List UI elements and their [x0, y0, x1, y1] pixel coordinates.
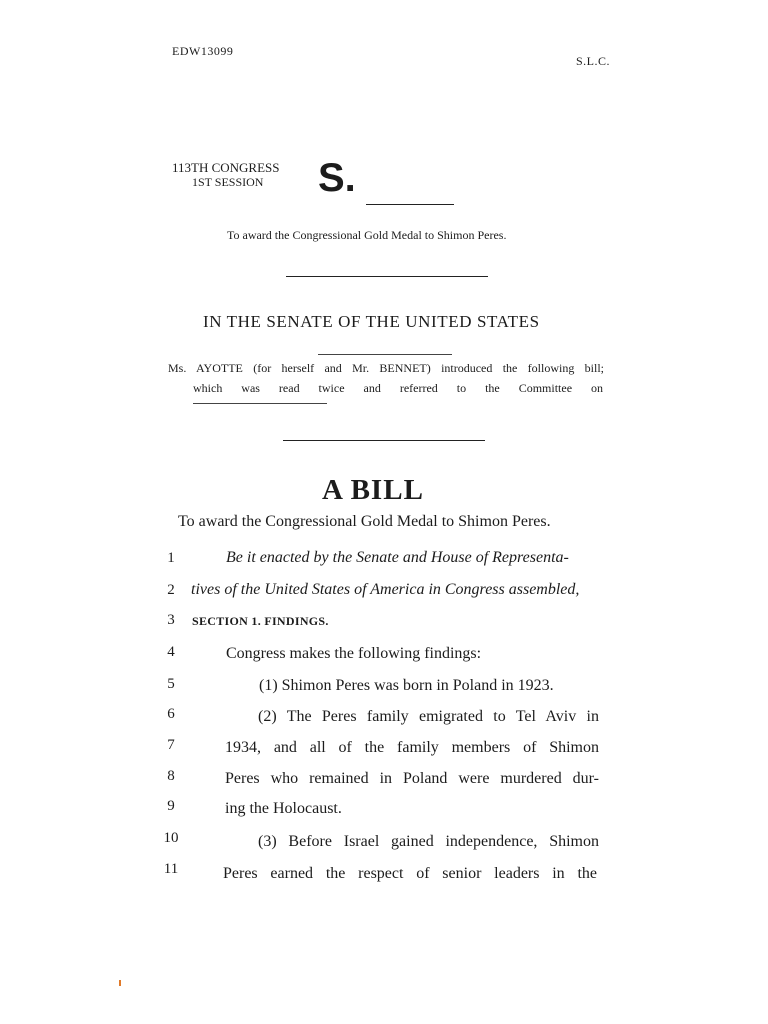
senate-heading: IN THE SENATE OF THE UNITED STATES [203, 312, 540, 331]
bill-number-blank [366, 204, 454, 205]
line-number: 11 [163, 861, 179, 877]
bill-subtitle: To award the Congressional Gold Medal to Shimon Peres. [178, 513, 551, 530]
session-number: 1ST SESSION [192, 175, 264, 189]
short-title: To award the Congressional Gold Medal to Shimon Peres. [227, 228, 507, 242]
divider-rule [286, 276, 488, 277]
line-number: 7 [167, 737, 175, 753]
enacting-clause-line: tives of the United States of America in Congress assembled, [191, 581, 580, 598]
divider-rule [318, 354, 452, 355]
enacting-clause-line: Be it enacted by the Senate and House of Representa- [226, 549, 569, 566]
bill-text-line: (3) Before Israel gained independence, Shimon [258, 833, 599, 850]
line-number: 2 [167, 582, 175, 598]
bill-text-line: (1) Shimon Peres was born in Poland in 1923. [259, 677, 554, 694]
line-number: 8 [167, 768, 175, 784]
line-number: 9 [167, 798, 175, 814]
bill-text-line: ing the Holocaust. [225, 800, 342, 817]
committee-blank [193, 403, 327, 404]
bill-text-line: 1934, and all of the family members of Shimon [225, 739, 599, 756]
bill-text-line: Congress makes the following findings: [226, 645, 482, 662]
slc-label: S.L.C. [576, 54, 611, 68]
introduction-line-1: Ms. AYOTTE (for herself and Mr. BENNET) introduced the following bill; [168, 361, 604, 375]
scan-artifact-mark [119, 980, 121, 986]
bill-text-line: Peres who remained in Poland were murdered dur- [225, 770, 599, 787]
line-number: 1 [167, 550, 175, 566]
introduction-line-2: which was read twice and referred to the Committee on [193, 381, 603, 395]
bill-text-line: (2) The Peres family emigrated to Tel Aviv in [258, 708, 599, 725]
line-number: 5 [167, 676, 175, 692]
divider-rule [283, 440, 485, 441]
section-heading: SECTION 1. FINDINGS. [192, 614, 329, 628]
congress-number: 113TH CONGRESS [172, 160, 280, 175]
bill-heading: A BILL [322, 474, 424, 506]
line-number: 10 [163, 830, 179, 846]
line-number: 6 [167, 706, 175, 722]
document-id: EDW13099 [172, 44, 234, 58]
bill-prefix: S. [318, 156, 356, 200]
bill-text-line: Peres earned the respect of senior leaders in the [223, 865, 597, 882]
line-number: 3 [167, 612, 175, 628]
line-number: 4 [167, 644, 175, 660]
